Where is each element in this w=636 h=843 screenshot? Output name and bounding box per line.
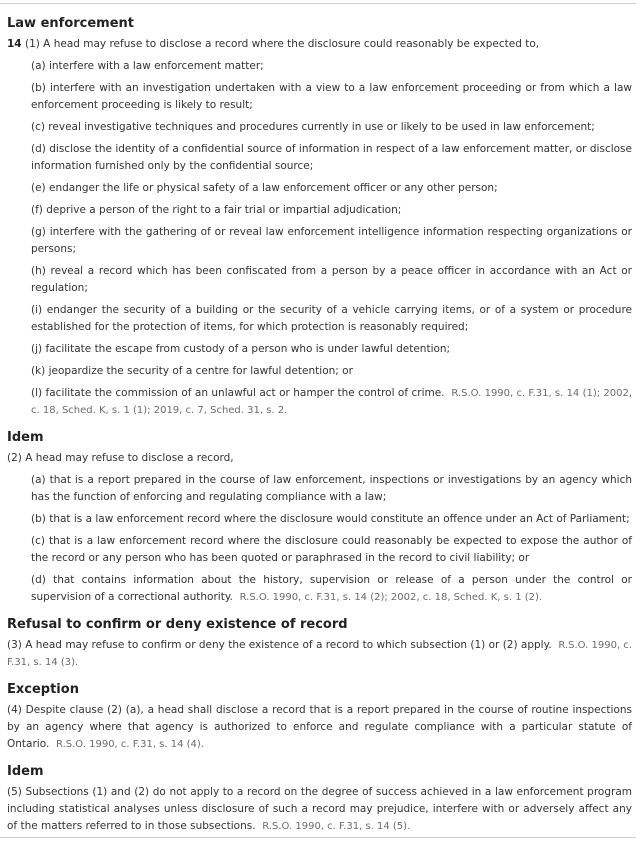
clause-e: (e) endanger the life or physical safety of a law enforcement officer or any other person; xyxy=(31,182,498,194)
clause-text: (l) facilitate the commission of an unlawful act or hamper the control of crime. xyxy=(31,387,445,399)
lead-text: (5) Subsections (1) and (2) do not apply to a record on the degree of success achieved in a law enforcement program including statistical analyses unless disclosure of such a record may prejudice, interfere with or adversely affect any of the matters referred to in those subsections. xyxy=(7,786,632,832)
clause-text: (d) that contains information about the history, supervision or release of a person under the control or supervision of a correctional authority. xyxy=(31,574,632,603)
clause-b: (b) that is a law enforcement record where the disclosure would constitute an offence under an Act of Parliament; xyxy=(31,513,630,525)
clause-l xyxy=(31,385,632,419)
citation: R.S.O. 1990, c. F.31, s. 14 (5). xyxy=(262,821,411,832)
lead-text: (4) Despite clause (2) (a), a head shall disclose a record that is a report prepared in the course of routine inspections by an agency where that agency is authorized to enforce and regulate compliance with a particular statute of Ontario. xyxy=(7,704,632,750)
clause-k: (k) jeopardize the security of a centre for lawful detention; or xyxy=(31,365,353,377)
clause-i: (i) endanger the security of a building or the security of a vehicle carrying items, or of a system or procedure established for the protection of items, for which protection is reasonably required; xyxy=(31,304,632,333)
statute-section-14 xyxy=(7,14,632,835)
section-heading: Exception xyxy=(7,682,79,697)
subsection-lead xyxy=(7,36,632,53)
top-divider xyxy=(0,3,636,4)
clause-a: (a) interfere with a law enforcement matter; xyxy=(31,60,264,72)
lead-text: (3) A head may refuse to confirm or deny the existence of a record to which subsection (1) or (2) apply. xyxy=(7,639,552,651)
citation: R.S.O. 1990, c. F.31, s. 14 (4). xyxy=(55,739,204,750)
section-heading: Law enforcement xyxy=(7,16,135,31)
clause-d xyxy=(31,572,632,606)
bottom-divider xyxy=(0,837,636,838)
clause-d: (d) disclose the identity of a confidential source of information in respect of a law enforcement matter, or disclose information furnished only by the confidential source; xyxy=(31,143,632,172)
citation: R.S.O. 1990, c. F.31, s. 14 (2); 2002, c. 18, Sched. K, s. 1 (2). xyxy=(239,592,543,603)
clause-f: (f) deprive a person of the right to a fair trial or impartial adjudication; xyxy=(31,204,402,216)
clause-j: (j) facilitate the escape from custody of a person who is under lawful detention; xyxy=(31,343,451,355)
clause-b: (b) interfere with an investigation undertaken with a view to a law enforcement proceeding or from which a law enforcement proceeding is likely to result; xyxy=(31,82,632,111)
section-heading: Idem xyxy=(7,430,44,445)
citation: R.S.O. 1990, c. F.31, s. 14 (3). xyxy=(7,640,632,668)
subsection-lead: (2) A head may refuse to disclose a record, xyxy=(7,452,234,464)
clause-c: (c) reveal investigative techniques and procedures currently in use or likely to be used in law enforcement; xyxy=(31,121,595,133)
clause-g: (g) interfere with the gathering of or reveal law enforcement intelligence information respecting organizations or persons; xyxy=(31,226,632,255)
subsection-lead xyxy=(7,784,632,835)
subsection-lead xyxy=(7,637,632,671)
clause-c: (c) that is a law enforcement record where the disclosure could reasonably be expected to expose the author of the record or any person who has been quoted or paraphrased in the record to civil liability; or xyxy=(31,535,632,564)
section-heading: Idem xyxy=(7,764,44,779)
clause-h: (h) reveal a record which has been confiscated from a person by a peace officer in accordance with an Act or regulation; xyxy=(31,265,632,294)
section-heading: Refusal to confirm or deny existence of record xyxy=(7,617,348,632)
section-number: 14 xyxy=(7,38,22,50)
lead-text: (1) A head may refuse to disclose a record where the disclosure could reasonably be expected to, xyxy=(24,38,540,50)
clause-a: (a) that is a report prepared in the course of law enforcement, inspections or investigations by an agency which has the function of enforcing and regulating compliance with a law; xyxy=(31,474,632,503)
citation: R.S.O. 1990, c. F.31, s. 14 (1); 2002, c. 18, Sched. K, s. 1 (1); 2019, c. 7, Sched. 31, s. 2. xyxy=(31,388,632,416)
subsection-lead xyxy=(7,702,632,753)
